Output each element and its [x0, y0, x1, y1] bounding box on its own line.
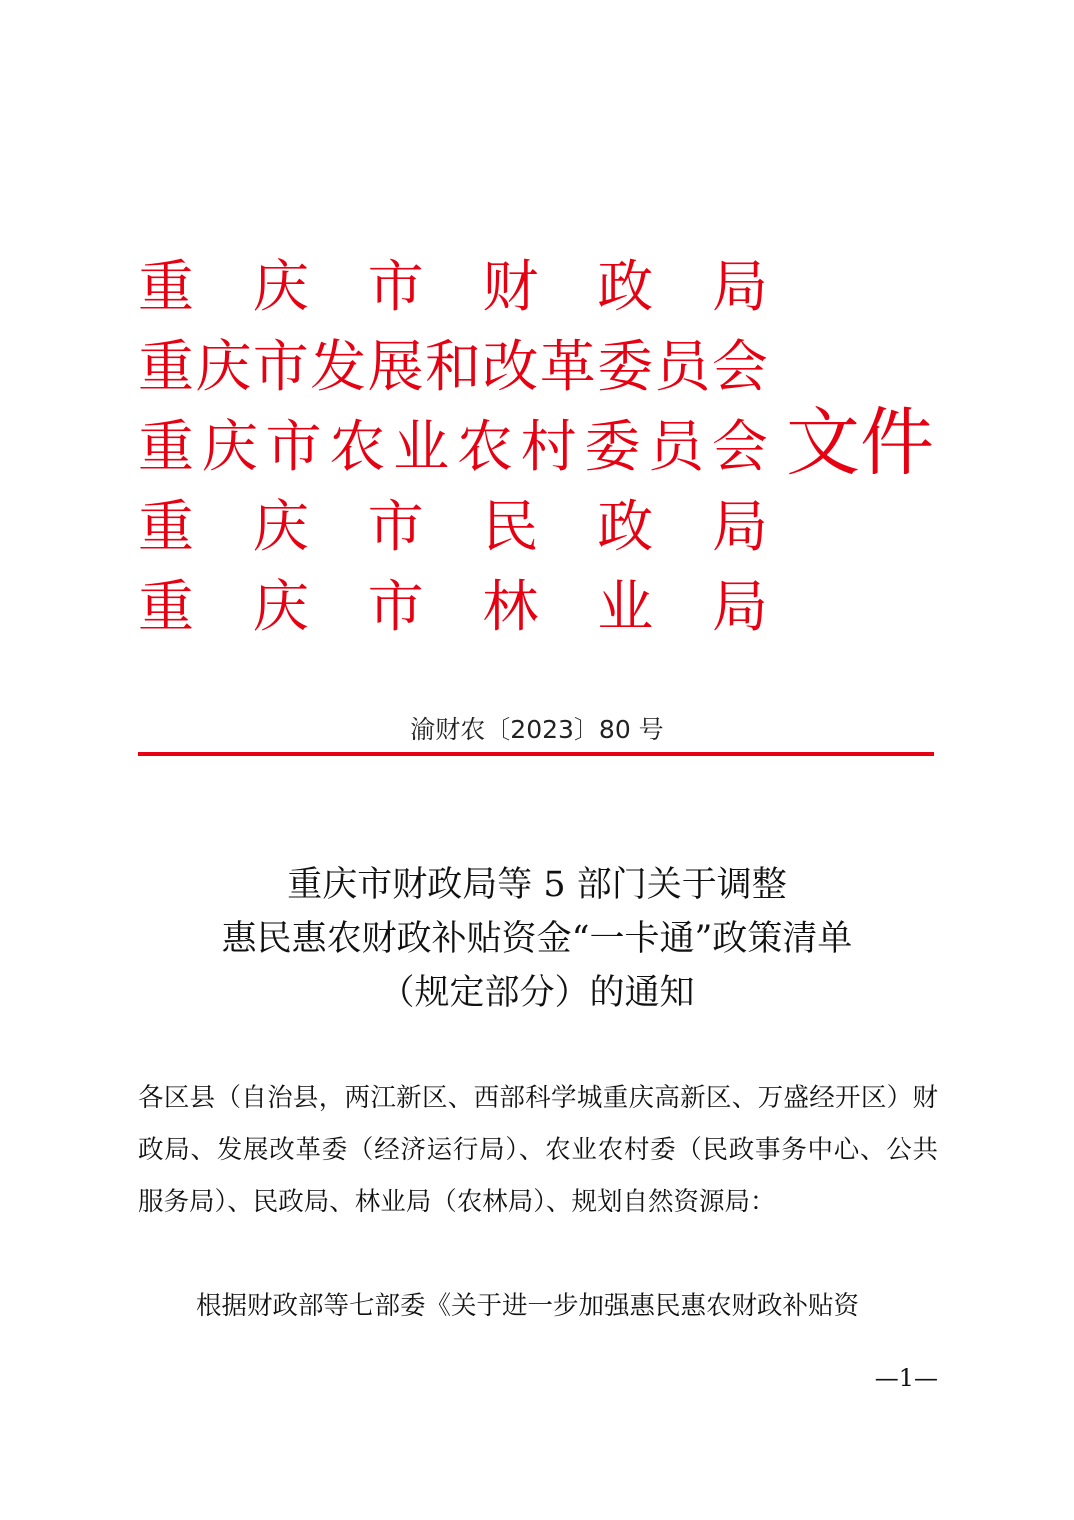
issuer-char: 庆: [252, 495, 309, 560]
issuer-char: 重: [138, 575, 194, 640]
issuer-char: 林: [482, 575, 539, 640]
addressee-paragraph: 各区县（自治县，两江新区、西部科学城重庆高新区、万盛经开区）财政局、发展改革委（经济运行局）、农业农村委（民政事务中心、公共服务局）、民政局、林业局（农林局）、规划自然资源局：: [138, 1083, 938, 1217]
issuer-char: 市: [367, 575, 424, 640]
issuer-char: 和: [424, 335, 481, 400]
issuer-char: 会: [711, 415, 768, 480]
body-paragraph: [138, 1280, 938, 1332]
issuer-char: 重: [138, 255, 194, 320]
issuer-char: 市: [367, 255, 424, 320]
issuer-char: 政: [597, 495, 654, 560]
issuer-forestry-bureau: [138, 568, 768, 648]
body-paragraph-text: 根据财政部等七部委《关于进一步加强惠民惠农财政补贴资: [196, 1291, 860, 1321]
issuer-char: 重: [138, 415, 194, 480]
title-line: 惠民惠农财政补贴资金“一卡通”政策清单: [221, 919, 853, 959]
issuer-char: 业: [597, 575, 654, 640]
issuer-list: [138, 248, 768, 648]
issuer-char: 农: [329, 415, 386, 480]
issuer-char: 村: [520, 415, 577, 480]
issuer-char: 庆: [252, 255, 309, 320]
issuer-char: 委: [597, 335, 654, 400]
issuer-char: 业: [393, 415, 450, 480]
issuer-char: 民: [482, 495, 539, 560]
issuer-char: 重: [138, 495, 194, 560]
issuer-civil-affairs-bureau: [138, 488, 768, 568]
issuer-char: 员: [654, 335, 711, 400]
issuer-char: 市: [252, 335, 309, 400]
issuer-char: 财: [482, 255, 539, 320]
issuer-char: 局: [711, 495, 768, 560]
issuer-char: 政: [597, 255, 654, 320]
issuer-development-reform-commission: [138, 328, 768, 408]
issuer-char: 庆: [195, 335, 252, 400]
issuer-char: 会: [711, 335, 768, 400]
issuer-char: 委: [584, 415, 641, 480]
issuer-char: 员: [648, 415, 705, 480]
red-divider-line: [138, 752, 934, 756]
issuer-finance-bureau: [138, 248, 768, 328]
issuer-char: 庆: [201, 415, 258, 480]
issuer-char: 展: [367, 335, 424, 400]
title-line: 重庆市财政局等 5 部门关于调整: [287, 865, 787, 905]
issuer-char: 市: [367, 495, 424, 560]
issuer-char: 局: [711, 575, 768, 640]
letterhead-suffix: 文件: [786, 400, 934, 486]
issuer-char: 改: [482, 335, 539, 400]
page-number: —1—: [874, 1364, 938, 1392]
issuer-agriculture-rural-commission: [138, 408, 768, 488]
issuer-char: 局: [711, 255, 768, 320]
issuer-char: 发: [310, 335, 367, 400]
issuer-char: 革: [539, 335, 596, 400]
issuer-char: 市: [265, 415, 322, 480]
issuer-char: 重: [138, 335, 194, 400]
document-number: 渝财农〔2023〕80 号: [410, 715, 664, 744]
document-title: [0, 858, 1074, 1020]
issuer-char: 农: [456, 415, 513, 480]
title-line: （规定部分）的通知: [379, 973, 695, 1013]
issuer-char: 庆: [252, 575, 309, 640]
